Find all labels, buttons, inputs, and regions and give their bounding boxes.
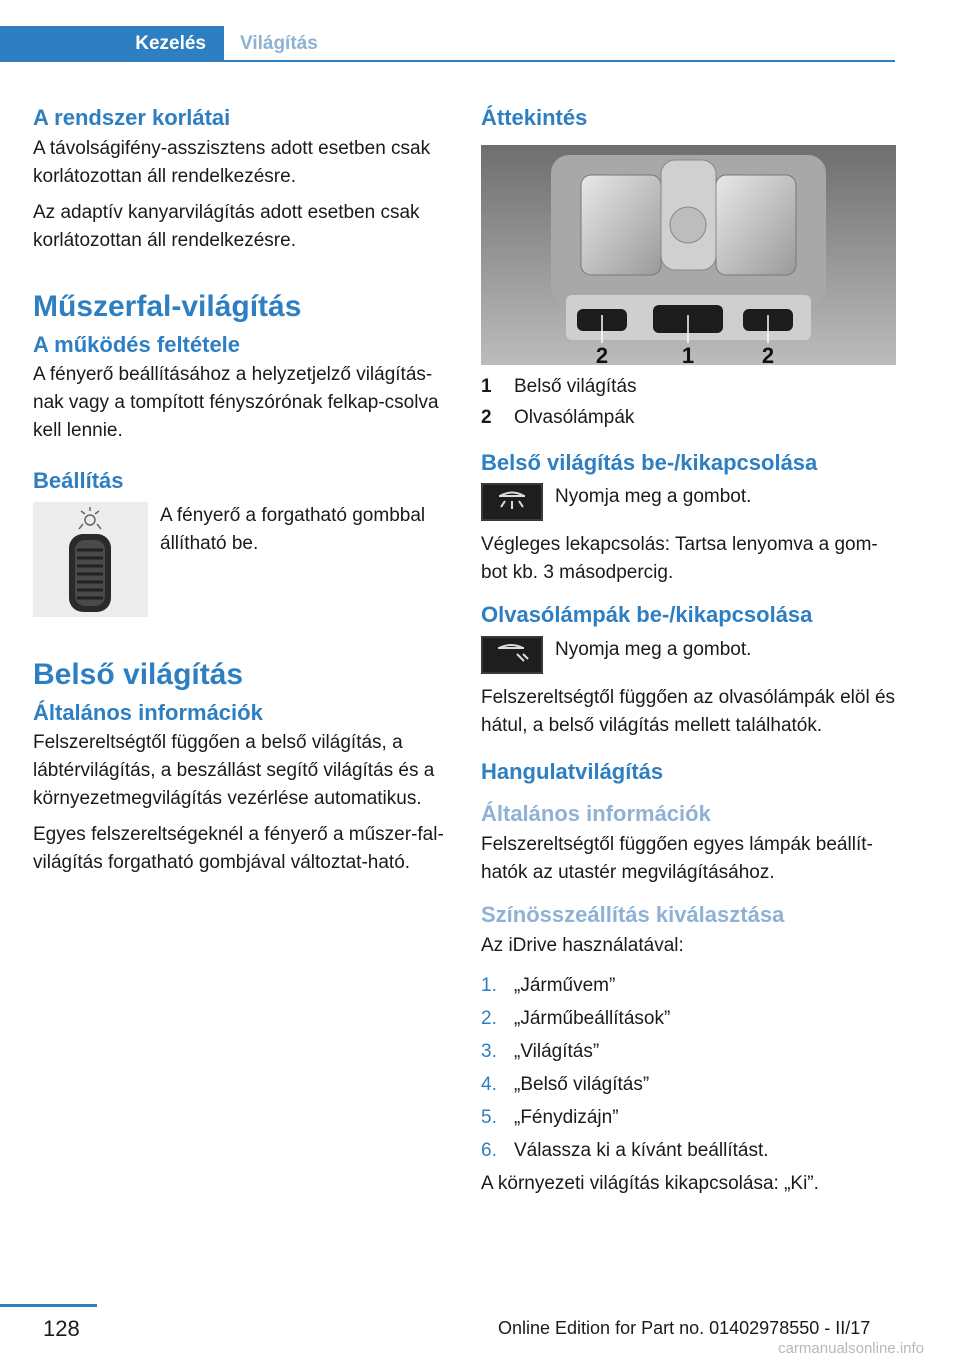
legend-item <box>481 404 896 432</box>
condition-heading: A működés feltétele <box>33 331 241 357</box>
setting-row <box>33 502 448 617</box>
reading-light-button-image <box>481 636 543 674</box>
legend-number: 2 <box>481 406 492 428</box>
interior-switch-heading: Belső világítás be-/kikapcsolása <box>481 449 818 475</box>
header-bar <box>0 26 895 62</box>
list-item: 3. „Világítás” <box>481 1040 600 1062</box>
overhead-console-icon <box>481 145 896 365</box>
limits-paragraph-1: A távolságifény-asszisztens adott esetben csak korlátozottan áll rendelkezésre. <box>33 137 431 187</box>
limits-paragraph-2: Az adaptív kanyarvilágítás adott esetben csak korlátozottan áll rendelkezésre. <box>33 201 420 251</box>
condition-paragraph: A fényerő beállításához a helyzetjelző világítás-nak vagy a tompított fényszórónak felkap-csolva kell lennie. <box>33 364 439 442</box>
legend-label: Belső világítás <box>514 375 637 397</box>
general-paragraph-2: Egyes felszereltségeknél a fényerő a műszer-fal-világítás forgatható gombjával változtat-ható. <box>33 824 444 874</box>
ambient-off-paragraph: A környezeti világítás kikapcsolása: „Ki”. <box>481 1172 819 1194</box>
overhead-console-image <box>481 145 896 365</box>
color-selection-heading: Színösszeállítás kiválasztása <box>481 901 785 927</box>
general-paragraph-1: Felszereltségtől függően a belső világítás, a lábtérvilágítás, a beszállást segítő világítás és a környezetmegvilágítás vezérlése automatikus. <box>33 732 435 810</box>
dimmer-wheel-image <box>33 502 148 617</box>
list-item: 2. „Járműbeállítások” <box>481 1007 671 1029</box>
legend-item <box>481 373 896 401</box>
callout-left: 2 <box>595 342 609 365</box>
interior-switch-text: Nyomja meg a gombot. <box>555 486 752 508</box>
legend-number: 1 <box>481 375 492 397</box>
idrive-steps <box>481 972 896 1164</box>
interior-lighting-heading: Belső világítás <box>33 657 244 691</box>
right-column <box>481 98 896 1206</box>
callout-right: 2 <box>761 342 775 365</box>
ambient-general-paragraph: Felszereltségtől függően egyes lámpák beállít-hatók az utastér megvilágításához. <box>481 833 873 883</box>
reading-lights-heading: Olvasólámpák be-/kikapcsolása <box>481 602 813 628</box>
page-number: 128 <box>43 1316 80 1341</box>
footer-divider <box>0 1304 97 1307</box>
idrive-intro: Az iDrive használatával: <box>481 934 684 956</box>
interior-off-paragraph: Végleges lekapcsolás: Tartsa lenyomva a gom-bot kb. 3 másodpercig. <box>481 534 878 584</box>
reading-lights-text: Nyomja meg a gombot. <box>555 638 752 660</box>
legend-label: Olvasólámpák <box>514 406 635 428</box>
list-item: 6. Válassza ki a kívánt beállítást. <box>481 1139 769 1161</box>
interior-light-icon <box>481 483 543 521</box>
dash-lighting-heading: Műszerfal-világítás <box>33 289 302 323</box>
dimmer-wheel-icon <box>33 502 148 617</box>
interior-switch-row <box>481 483 896 521</box>
ambient-general-heading: Általános információk <box>481 801 711 827</box>
overview-heading: Áttekintés <box>481 105 588 130</box>
tab-vilagitas[interactable]: Világítás <box>240 33 318 54</box>
setting-heading: Beállítás <box>33 468 124 494</box>
edition-note: Online Edition for Part no. 01402978550 - II/17 <box>498 1318 871 1338</box>
list-item: 5. „Fénydizájn” <box>481 1106 619 1128</box>
left-column <box>33 98 448 885</box>
list-item: 4. „Belső világítás” <box>481 1073 650 1095</box>
watermark: carmanualsonline.info <box>778 1340 924 1357</box>
limits-heading: A rendszer korlátai <box>33 105 231 130</box>
ambient-lighting-heading: Hangulatvilágítás <box>481 758 664 784</box>
tab-kezeles[interactable]: Kezelés <box>0 26 224 62</box>
callout-center: 1 <box>681 342 695 365</box>
interior-light-button-image <box>481 483 543 521</box>
setting-text: A fényerő a forgatható gombbal állítható be. <box>160 504 426 554</box>
reading-light-icon <box>481 636 543 674</box>
reading-lights-row <box>481 636 896 674</box>
header-divider <box>0 60 895 62</box>
reading-lights-paragraph: Felszereltségtől függően az olvasólámpák elöl és hátul, a belső világítás mellett találhatók. <box>481 686 896 736</box>
general-info-heading: Általános információk <box>33 699 263 725</box>
list-item: 1. „Járművem” <box>481 974 616 996</box>
